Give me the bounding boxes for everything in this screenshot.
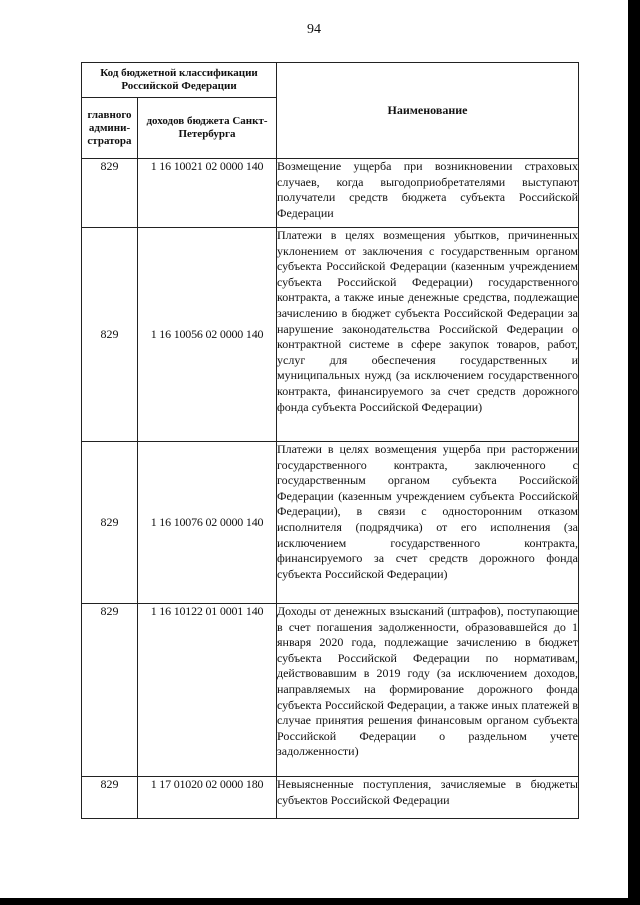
header-classification-code: Код бюджетной классификации Российской Федерации	[82, 63, 277, 98]
name-cell: Платежи в целях возмещения ущерба при расторжении государственного контракта, заключенного с государственным органом субъекта Российской Федерации (казенным учреждением субъекта Российской Федерации), в связи с односторонним отказом исполнителя (подрядчика) от его исполнения (за исключением государственного контракта, финансируемого за счет средств дорожного фонда субъекта Российской Федерации)	[277, 442, 579, 604]
income-code-cell: 1 16 10056 02 0000 140	[138, 228, 277, 442]
admin-code-cell: 829	[82, 777, 138, 819]
name-cell: Возмещение ущерба при возникновении страховых случаев, когда выгодоприобретателями выступают получатели средств бюджета субъекта Российской Федерации	[277, 159, 579, 228]
page-number: 94	[307, 22, 321, 37]
income-code-cell: 1 16 10122 01 0001 140	[138, 604, 277, 777]
table-row	[82, 228, 579, 442]
income-code-cell: 1 17 01020 02 0000 180	[138, 777, 277, 819]
header-name: Наименование	[277, 63, 579, 159]
table-row	[82, 604, 579, 777]
header-income-code: доходов бюджета Санкт-Петербурга	[138, 98, 277, 159]
name-cell: Невыясненные поступления, зачисляемые в бюджеты субъектов Российской Федерации	[277, 777, 579, 819]
table-row	[82, 777, 579, 819]
header-main-administrator: главного админи-стратора	[82, 98, 138, 159]
admin-code-cell: 829	[82, 228, 138, 442]
header-row-group	[82, 63, 579, 98]
income-code-cell: 1 16 10076 02 0000 140	[138, 442, 277, 604]
admin-code-cell: 829	[82, 159, 138, 228]
income-code-cell: 1 16 10021 02 0000 140	[138, 159, 277, 228]
table-row	[82, 442, 579, 604]
admin-code-cell: 829	[82, 604, 138, 777]
name-cell: Доходы от денежных взысканий (штрафов), поступающие в счет погашения задолженности, образовавшейся до 1 января 2020 года, подлежащие зачислению в бюджет субъекта Российской Федерации по нормативам, действовавшим в 2019 году (за исключением доходов, направляемых на формирование дорожного фонда субъекта Российской Федерации, а также иных платежей в случае принятия решения финансовым органом субъекта Российской Федерации о раздельном учете задолженности)	[277, 604, 579, 777]
name-cell: Платежи в целях возмещения убытков, причиненных уклонением от заключения с государственным органом субъекта Российской Федерации (казенным учреждением субъекта Российской Федерации) государственного контракта, а также иные денежные средства, подлежащие зачислению в бюджет субъекта Российской Федерации за нарушение законодательства Российской Федерации о контрактной системе в сфере закупок товаров, работ, услуг для обеспечения государственных и муниципальных нужд (за исключением государственного контракта, финансируемого за счет средств дорожного фонда субъекта Российской Федерации)	[277, 228, 579, 442]
admin-code-cell: 829	[82, 442, 138, 604]
table-row	[82, 159, 579, 228]
budget-classification-table	[81, 62, 579, 819]
